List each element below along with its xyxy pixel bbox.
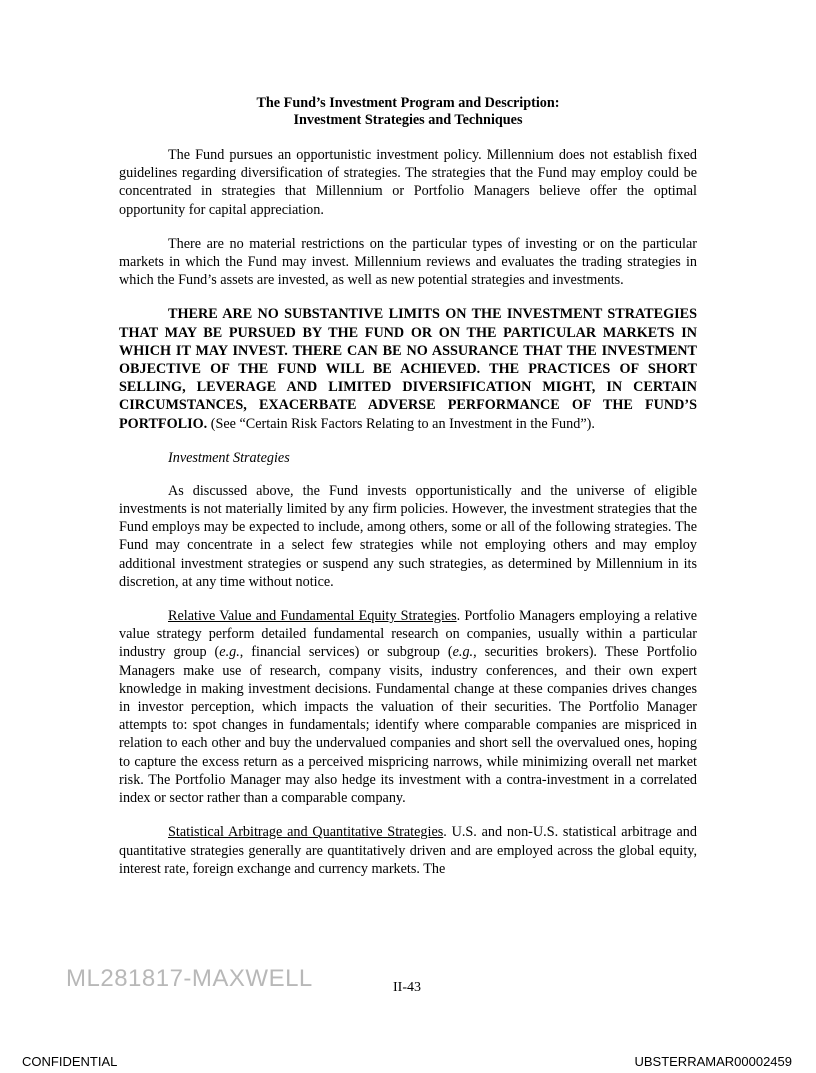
relative-value-text-c: , securities brokers). These Portfolio Managers make use of research, company visits, industry conferences, and their own expert knowledge in making investment decisions. Fundamental change at these companies drives changes in investor perception, which impacts the valuation of their securities. The Portfolio Manager attempts to: spot changes in fundamentals; identify where comparable companies are mispriced in relation to each other and buy the undervalued companies and short sell the overvalued ones, hoping to capture the excess return as a perceived mispricing narrows, while minimizing overall net market risk. The Portfolio Manager may also hedge its investment with a contra-investment in a correlated index or sector rather than a comparable company. — [119, 644, 697, 807]
relative-value-eg-2: e.g. — [452, 644, 474, 661]
paragraph-strategies-overview: As discussed above, the Fund invests opportunistically and the universe of eligible investments is not materially limited by any firm policies. However, the investment strategies that the Fund employs may be expected to include, among others, some or all of the following strategies. The Fund may concentrate in a select few strategies while not employing others and may employ additional investment strategies or suspend any such strategies, as determined by Millennium in its discretion, at any time without notice. — [119, 482, 697, 590]
section-heading — [119, 95, 697, 129]
section-heading-line-2: Investment Strategies and Techniques — [293, 112, 523, 128]
relative-value-text-b: , financial services) or subgroup ( — [239, 644, 453, 661]
paragraph-opportunistic-policy: The Fund pursues an opportunistic investment policy. Millennium does not establish fixed guidelines regarding diversification of strategies. The strategies that the Fund may employ could be concentrated in strategies that Millennium or Portfolio Managers believe offer the optimal opportunity for capital appreciation. — [119, 147, 697, 218]
paragraph-statistical-arbitrage — [119, 823, 697, 878]
subheading-investment-strategies: Investment Strategies — [168, 449, 290, 466]
page-number: II-43 — [393, 980, 421, 995]
document-body — [119, 95, 697, 894]
statistical-arbitrage-text: . U.S. and non-U.S. statistical arbitrage and quantitative strategies generally are quantitatively driven and are employed across the global equity, interest rate, foreign exchange and currency markets. The — [119, 824, 697, 877]
relative-value-title: Relative Value and Fundamental Equity Strategies — [168, 608, 457, 625]
bates-stamp: ML281817-MAXWELL — [66, 965, 313, 992]
relative-value-text-a: . Portfolio Managers employing a relative value strategy perform detailed fundamental research on companies, usually within a particular industry group ( — [119, 608, 698, 661]
paragraph-no-restrictions: There are no material restrictions on the particular types of investing or on the particular markets in which the Fund may invest. Millennium reviews and evaluates the trading strategies in which the Fund’s assets are invested, as well as new potential strategies and investments. — [119, 235, 697, 289]
bates-number: UBSTERRAMAR00002459 — [634, 1054, 792, 1069]
paragraph-risk-warning — [119, 305, 697, 432]
section-heading-line-1: The Fund’s Investment Program and Description: — [256, 95, 560, 111]
paragraph-relative-value — [119, 607, 697, 807]
relative-value-eg-1: e.g. — [219, 644, 240, 661]
risk-factors-reference: (See “Certain Risk Factors Relating to an Investment in the Fund”). — [210, 415, 595, 432]
statistical-arbitrage-title: Statistical Arbitrage and Quantitative Strategies — [168, 824, 444, 841]
risk-warning-bold-text: THERE ARE NO SUBSTANTIVE LIMITS ON THE INVESTMENT STRATEGIES THAT MAY BE PURSUED BY THE FUND OR ON THE PARTICULAR MARKETS IN WHICH IT MAY INVEST. THERE CAN BE NO ASSURANCE THAT THE INVESTMENT OBJECTIVE OF THE FUND WILL BE ACHIEVED. THE PRACTICES OF SHORT SELLING, LEVERAGE AND LIMITED DIVERSIFICATION MIGHT, IN CERTAIN CIRCUMSTANCES, EXACERBATE ADVERSE PERFORMANCE OF THE FUND’S PORTFOLIO. — [119, 306, 697, 432]
confidential-label: CONFIDENTIAL — [22, 1054, 118, 1069]
